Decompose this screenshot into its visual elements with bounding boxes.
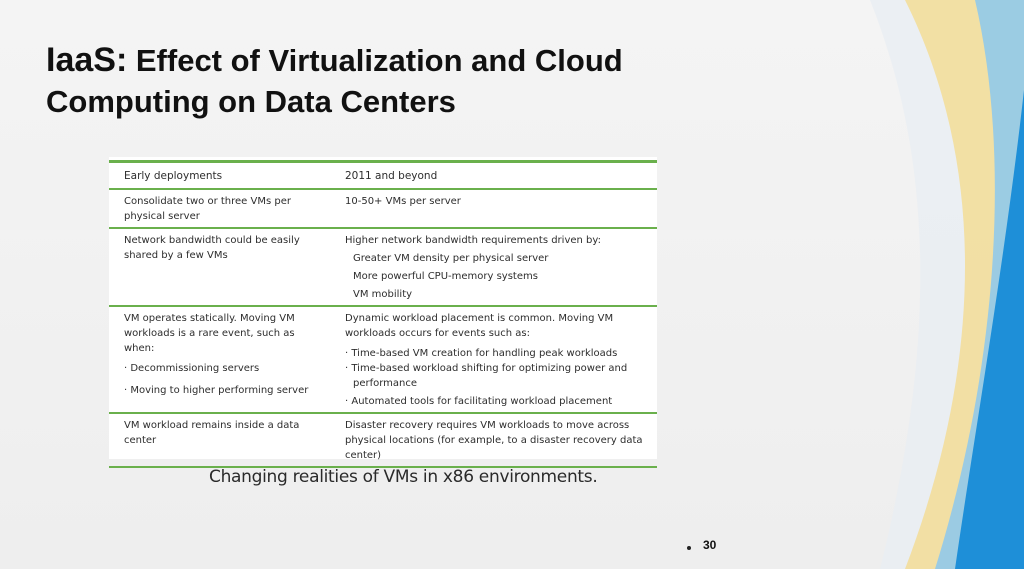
cell-early [109, 413, 330, 467]
cell-text: VM operates statically. Moving VM workloads is a rare event, such as when: [124, 313, 295, 354]
cell-beyond [330, 189, 657, 228]
sub-item: VM mobility [353, 289, 413, 300]
cell-beyond [330, 413, 657, 467]
cell-text: Network bandwidth could be easily shared by a few VMs [124, 235, 300, 261]
header-2011-and-beyond: 2011 and beyond [330, 162, 657, 190]
table-row [109, 228, 657, 306]
bullet-text: Time-based VM creation for handling peak workloads [351, 348, 618, 359]
cell-text: Higher network bandwidth requirements driven by: [345, 235, 601, 246]
cell-text: 10-50+ VMs per server [345, 196, 461, 207]
slide-title [46, 40, 766, 122]
vm-comparison-table [109, 160, 657, 468]
bullet-item: · Decommissioning servers [124, 363, 260, 374]
cell-beyond [330, 228, 657, 306]
cell-text: Dynamic workload placement is common. Moving VM workloads occurs for events such as: [345, 313, 614, 339]
cell-text: Disaster recovery requires VM workloads to move across physical locations (for example, to a disaster recovery data center) [345, 420, 643, 461]
bullet-text: Moving to higher performing server [130, 385, 309, 396]
cell-text: Consolidate two or three VMs per physical server [124, 196, 291, 222]
bullet-text: Automated tools for facilitating workload placement [351, 396, 613, 407]
bullet-dot-icon [687, 546, 691, 550]
cell-early [109, 189, 330, 228]
bullet-item: · Automated tools for facilitating workload placement [345, 396, 613, 407]
page-number: 30 [703, 538, 717, 552]
table-row [109, 306, 657, 413]
table-header-row [109, 162, 657, 190]
bullet-item: · Time-based VM creation for handling peak workloads [345, 348, 618, 359]
cell-early [109, 306, 330, 413]
bullet-item: · Time-based workload shifting for optimizing power and performance [345, 363, 628, 389]
title-prefix: IaaS: [46, 41, 128, 79]
sub-item: More powerful CPU-memory systems [353, 271, 538, 282]
bullet-text: Time-based workload shifting for optimizing power and performance [351, 363, 628, 389]
bullet-text: Decommissioning servers [130, 363, 260, 374]
title-text: Effect of Virtualization and Cloud Computing on Data Centers [46, 43, 623, 119]
bullet-item: · Moving to higher performing server [124, 385, 309, 396]
table-row [109, 413, 657, 467]
table-caption: Changing realities of VMs in x86 environments. [209, 467, 598, 487]
table-row [109, 189, 657, 228]
cell-beyond [330, 306, 657, 413]
cell-text: VM workload remains inside a data center [124, 420, 300, 446]
header-early-deployments: Early deployments [109, 162, 330, 190]
table-image [109, 157, 657, 459]
cell-early [109, 228, 330, 306]
sub-item: Greater VM density per physical server [353, 253, 549, 264]
